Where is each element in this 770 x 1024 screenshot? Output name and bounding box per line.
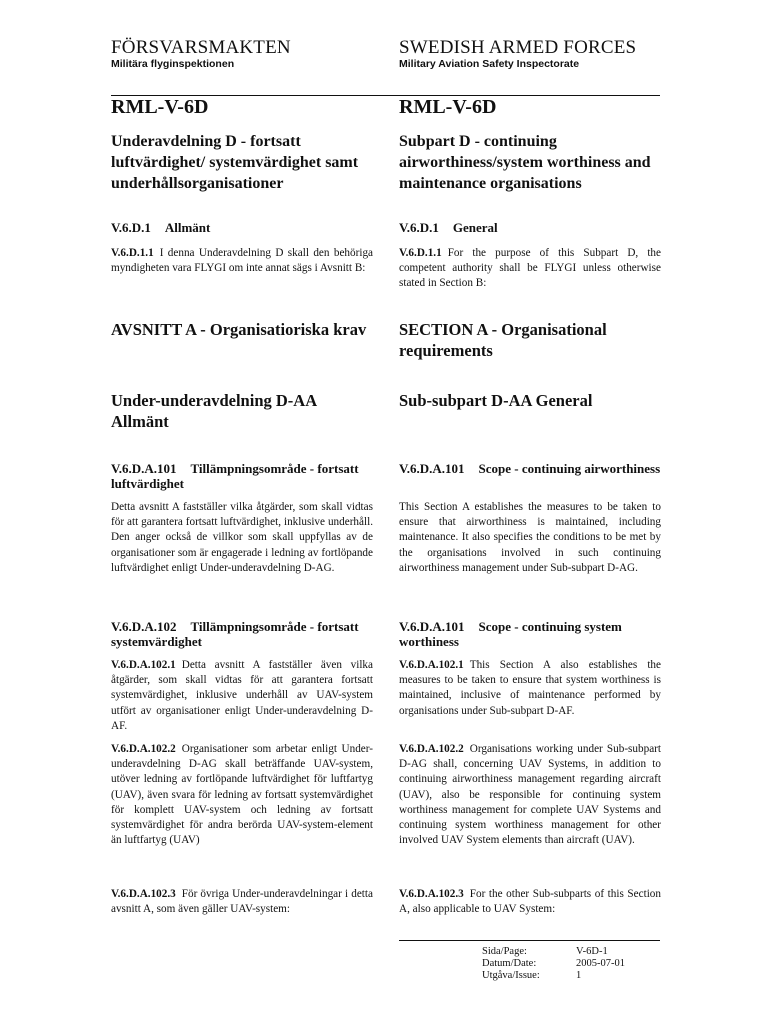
issue-label: Utgåva/Issue: — [482, 970, 540, 981]
suborg-name-swedish: Militära flyginspektionen — [111, 58, 235, 70]
paragraph-text: Detta avsnitt A fastställer vilka åtgärder, som skall vidtas för att garantera fortsatt luftvärdighet, inklusive underhåll. Den anger också de villkor som skall uppfyllas av de organisationer som är engagerade i ledning av fortlöpande luftvärdighet enligt Under-underavdelning D-AG. — [111, 501, 373, 574]
right-column — [399, 96, 661, 194]
paragraph-text: For the purpose of this Subpart D, the competent authority shall be FLYGI unless otherwise stated in Section B: — [399, 247, 661, 290]
paragraph — [399, 887, 661, 917]
paragraph — [111, 246, 373, 276]
page-footer — [482, 946, 625, 982]
section-number: V.6.D.A.102 — [111, 619, 177, 634]
paragraph — [111, 658, 373, 734]
section-number: V.6.D.A.101 — [399, 461, 465, 476]
paragraph-text: Organisations working under Sub-subpart D-AG shall, concerning UAV Systems, in addition to continuing airworthiness management regarding aircraft (UAV), also be responsible for continuing system worthiness management for complete UAV Systems and continuing system worthiness management for other involved UAV System elements than aircraft (UAV). — [399, 743, 661, 847]
paragraph-number: V.6.D.A.102.1 — [399, 659, 464, 671]
date-value: 2005-07-01 — [576, 958, 625, 969]
header-left — [111, 38, 373, 70]
subsubpart-title: Sub-subpart D-AA General — [399, 391, 593, 410]
section-heading — [111, 619, 373, 649]
page-label: Sida/Page: — [482, 946, 527, 957]
section-heading — [399, 461, 661, 476]
section-a-title: AVSNITT A - Organisatioriska krav — [111, 320, 367, 339]
section-heading — [399, 619, 661, 649]
section-heading — [111, 220, 373, 235]
left-column — [111, 96, 373, 194]
header-right — [399, 38, 661, 70]
paragraph-number: V.6.D.A.102.3 — [399, 888, 464, 900]
section-number: V.6.D.1 — [399, 220, 439, 235]
paragraph-text: This Section A also establishes the measures to be taken to ensure that system worthiness is maintained, inclusive of maintenance performed by organisations under Sub-subpart D-AF. — [399, 659, 661, 717]
paragraph-number: V.6.D.A.102.2 — [399, 743, 464, 755]
section-number: V.6.D.A.101 — [399, 619, 465, 634]
section-title: Scope - continuing airworthiness — [478, 461, 661, 476]
paragraph — [111, 887, 373, 917]
doc-id: RML-V-6D — [399, 96, 497, 118]
paragraph — [399, 246, 661, 292]
doc-id: RML-V-6D — [111, 96, 209, 118]
suborg-name-english: Military Aviation Safety Inspectorate — [399, 58, 580, 70]
section-title: Allmänt — [164, 220, 211, 235]
subsubpart-title: Under-underavdelning D-AA Allmänt — [111, 391, 317, 431]
section-number: V.6.D.1 — [111, 220, 151, 235]
paragraph-text: I denna Underavdelning D skall den behöriga myndigheten vara FLYGI om inte annat sägs i Avsnitt B: — [111, 247, 373, 275]
section-title: Scope - continuing system worthiness — [399, 619, 622, 649]
paragraph-text: For the other Sub-subparts of this Section A, also applicable to UAV System: — [399, 888, 661, 916]
section-heading — [111, 461, 373, 491]
paragraph-text: För övriga Under-underavdelningar i detta avsnitt A, som även gäller UAV-system: — [111, 888, 373, 916]
section-title: Tillämpningsområde - fortsatt luftvärdighet — [111, 461, 359, 491]
paragraph-number: V.6.D.1.1 — [399, 247, 442, 259]
footer-divider — [399, 940, 660, 941]
section-heading — [399, 220, 661, 235]
subsubpart-heading — [111, 390, 373, 432]
paragraph — [399, 658, 661, 719]
subpart-title: Underavdelning D - fortsatt luftvärdighet/ systemvärdighet samt underhållsorganisationer — [111, 133, 359, 192]
section-a-heading — [399, 319, 661, 361]
paragraph — [111, 500, 373, 576]
date-label: Datum/Date: — [482, 958, 537, 969]
page-value: V-6D-1 — [576, 946, 608, 957]
section-a-title: SECTION A - Organisational requirements — [399, 320, 607, 360]
section-title: General — [452, 220, 498, 235]
section-a-heading — [111, 319, 373, 340]
paragraph-text: Organisationer som arbetar enligt Under-underavdelning D-AG skall beträffande UAV-system, utöver ledning av fortlöpande luftvärdighet för luftfartyg (UAV), även svara för ledning av fortsatt systemvärdighet för komplett UAV-system och ledning av fortsatt systemvärdighet för andra berörda UAV-system-element än luftfartyg (UAV) — [111, 743, 373, 847]
paragraph-number: V.6.D.A.102.2 — [111, 743, 176, 755]
subsubpart-heading — [399, 390, 661, 411]
paragraph-text: Detta avsnitt A fastställer även vilka åtgärder, som skall vidtas för att garantera fortsatt systemvärdighet, inklusive underhåll av UAV-system utfört av organisationer enligt Under-underavdelning D-AF. — [111, 659, 373, 732]
paragraph-text: This Section A establishes the measures to be taken to ensure that airworthiness is maintained, including maintenance. It also specifies the conditions to be met by the organisations involved in such continuing airworthiness management under Sub-subpart D-AG. — [399, 501, 661, 574]
paragraph-number: V.6.D.A.102.3 — [111, 888, 176, 900]
paragraph — [399, 742, 661, 848]
org-name-swedish: FÖRSVARSMAKTEN — [111, 37, 291, 58]
section-number: V.6.D.A.101 — [111, 461, 177, 476]
issue-value: 1 — [576, 970, 582, 981]
paragraph — [399, 500, 661, 576]
paragraph-number: V.6.D.A.102.1 — [111, 659, 176, 671]
subpart-title: Subpart D - continuing airworthiness/system worthiness and maintenance organisations — [399, 133, 651, 192]
section-title: Tillämpningsområde - fortsatt systemvärdighet — [111, 619, 359, 649]
paragraph-number: V.6.D.1.1 — [111, 247, 154, 259]
org-name-english: SWEDISH ARMED FORCES — [399, 37, 637, 58]
paragraph — [111, 742, 373, 848]
